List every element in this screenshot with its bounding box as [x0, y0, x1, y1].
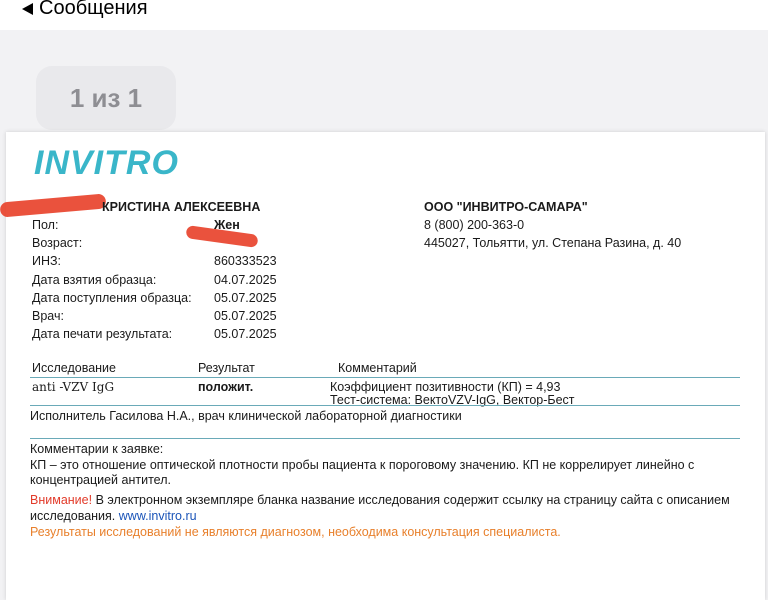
back-label: Сообщения — [39, 0, 148, 19]
disclaimer-text: Результаты исследований не являются диагнозом, необходима консультация специалиста. — [30, 525, 561, 539]
print-date-label: Дата печати результата: — [32, 327, 173, 341]
page-counter: 1 из 1 — [36, 66, 176, 130]
sex-label: Пол: — [32, 218, 59, 232]
age-label: Возраст: — [32, 236, 83, 250]
sample-received-label: Дата поступления образца: — [32, 291, 192, 305]
comments-line2: концентрацией антител. — [30, 473, 171, 487]
lab-phone: 8 (800) 200-363-0 — [424, 218, 525, 232]
header-result: Результат — [198, 361, 255, 375]
invitro-link[interactable]: www.invitro.ru — [118, 509, 197, 523]
header-study: Исследование — [32, 361, 116, 375]
doctor-label: Врач: — [32, 309, 64, 323]
inz-value: 860333523 — [214, 254, 277, 268]
row-study[interactable]: anti -VZV IgG — [32, 380, 115, 394]
row-result: положит. — [198, 380, 254, 394]
row-comment-line1: Коэффициент позитивности (КП) = 4,93 — [330, 380, 561, 394]
sample-received-value: 05.07.2025 — [214, 291, 277, 305]
sex-value: Жен — [214, 218, 240, 232]
attention-label: Внимание! — [30, 493, 93, 507]
top-bar — [0, 0, 768, 30]
lab-name: ООО "ИНВИТРО-САМАРА" — [424, 200, 588, 214]
notice-line1 — [30, 493, 730, 507]
comments-line1: КП – это отношение оптической плотности пробы пациента к пороговому значению. КП не коррелирует линейно с — [30, 458, 695, 472]
doctor-value: 05.07.2025 — [214, 309, 277, 323]
table-header-divider — [30, 377, 740, 378]
print-date-value: 05.07.2025 — [214, 327, 277, 341]
back-button[interactable] — [22, 0, 148, 20]
notice-line2 — [30, 509, 197, 523]
table-row-divider — [30, 405, 740, 406]
sample-taken-value: 04.07.2025 — [214, 273, 277, 287]
executor-line: Исполнитель Гасилова Н.А., врач клинической лабораторной диагностики — [30, 409, 462, 423]
invitro-logo: INVITRO — [34, 144, 179, 182]
header-comment: Комментарий — [338, 361, 417, 375]
row-comment-line2: Тест-система: ВектоVZV-IgG, Вектор-Бест — [330, 393, 575, 407]
lab-address: 445027, Тольятти, ул. Степана Разина, д. 40 — [424, 236, 682, 250]
comments-title: Комментарии к заявке: — [30, 442, 164, 456]
name-redaction-mark — [0, 193, 106, 217]
notice-text2: исследования. — [30, 509, 119, 523]
executor-divider — [30, 438, 740, 439]
sample-taken-label: Дата взятия образца: — [32, 273, 157, 287]
inz-label: ИНЗ: — [32, 254, 62, 268]
back-arrow-icon — [22, 3, 33, 15]
document-page — [6, 132, 765, 600]
notice-text1: В электронном экземпляре бланка название исследования содержит ссылку на страницу сайта с описанием — [92, 493, 730, 507]
patient-name: КРИСТИНА АЛЕКСЕЕВНА — [102, 200, 261, 214]
